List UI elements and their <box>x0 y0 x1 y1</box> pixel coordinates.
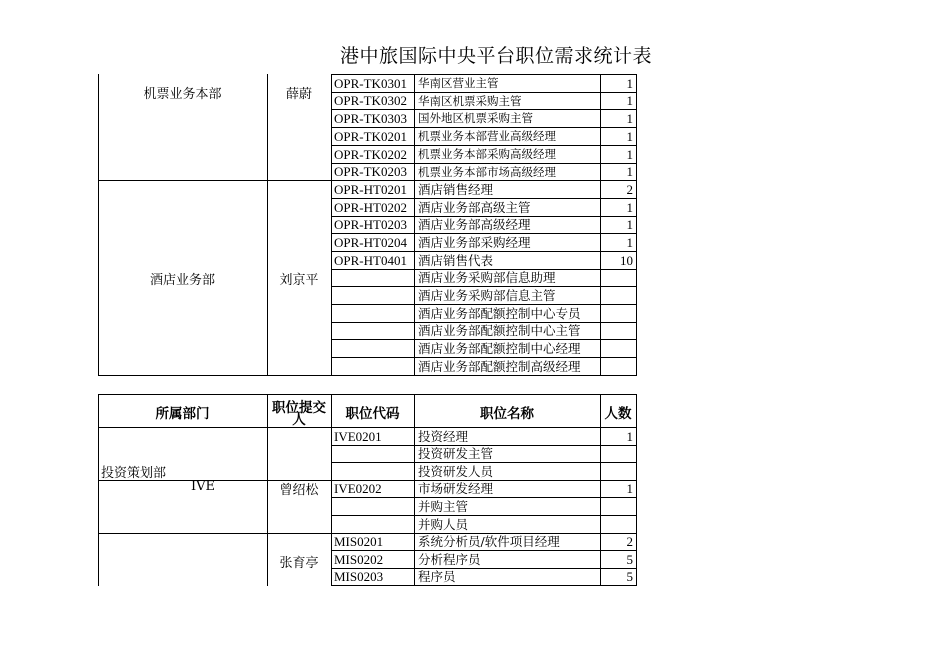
headcount-cell: 1 <box>626 429 633 444</box>
job-name-cell: 投资研发主管 <box>418 446 494 461</box>
job-name-cell: 酒店业务部配额控制高级经理 <box>418 359 581 374</box>
headcount-cell: 10 <box>620 253 633 268</box>
job-name-cell: 并购主管 <box>418 499 469 514</box>
job-code-cell <box>332 323 414 339</box>
job-code-cell <box>332 305 414 322</box>
job-name-cell: 酒店业务部高级主管 <box>418 200 531 215</box>
grid-line <box>331 585 637 586</box>
grid-line <box>267 394 268 586</box>
job-code-cell <box>332 463 414 480</box>
job-code-cell <box>332 516 414 533</box>
job-code-cell: OPR-HT0201 <box>334 182 407 197</box>
grid-line <box>600 74 601 376</box>
job-code-cell: IVE0202 <box>334 481 382 496</box>
job-name-cell: 酒店业务采购部信息主管 <box>418 288 556 303</box>
header-job-name: 职位名称 <box>480 405 534 422</box>
job-name-cell: 酒店销售经理 <box>418 182 494 197</box>
job-code-cell: MIS0202 <box>334 552 384 567</box>
job-name-cell: 分析程序员 <box>418 552 481 567</box>
grid-line <box>98 375 332 376</box>
grid-line <box>331 375 637 376</box>
job-name-cell: 投资经理 <box>418 429 469 444</box>
job-name-cell: 酒店销售代表 <box>418 253 494 268</box>
header-department: 所属部门 <box>155 405 210 422</box>
department-cell: 酒店业务部 <box>149 272 215 288</box>
job-code-cell: IVE0201 <box>334 429 382 444</box>
grid-line <box>98 394 637 395</box>
department-code-cell: IVE <box>191 479 216 494</box>
headcount-cell: 1 <box>626 147 633 162</box>
job-name-cell: 投资研发人员 <box>418 464 494 479</box>
job-name-cell: 酒店业务部配额控制中心经理 <box>418 341 581 356</box>
headcount-cell: 2 <box>626 182 633 197</box>
headcount-cell: 1 <box>626 129 633 144</box>
headcount-cell: 1 <box>626 217 633 232</box>
job-name-cell: 华南区营业主管 <box>418 76 499 90</box>
grid-line <box>331 74 332 376</box>
job-name-cell: 酒店业务采购部信息助理 <box>418 270 556 285</box>
grid-line <box>98 533 332 534</box>
job-name-cell: 并购人员 <box>418 517 469 532</box>
headcount-cell: 2 <box>626 534 633 549</box>
job-name-cell: 市场研发经理 <box>418 481 494 496</box>
headcount-cell <box>601 323 636 339</box>
headcount-cell: 5 <box>626 569 633 584</box>
department-cell: 投资策划部 <box>101 466 167 481</box>
job-name-cell: 机票业务本部营业高级经理 <box>418 129 556 143</box>
headcount-cell <box>601 358 636 375</box>
grid-line <box>414 394 415 586</box>
job-code-cell: OPR-HT0204 <box>334 235 407 250</box>
headcount-cell <box>601 446 636 462</box>
job-name-cell: 机票业务本部市场高级经理 <box>418 165 556 179</box>
grid-line <box>636 394 637 586</box>
job-name-cell: 系统分析员/软件项目经理 <box>418 534 560 549</box>
job-name-cell: 机票业务本部采购高级经理 <box>418 147 556 161</box>
department-cell: 机票业务本部 <box>143 87 222 102</box>
grid-line <box>98 180 332 181</box>
job-name-cell: 国外地区机票采购主管 <box>418 111 533 125</box>
headcount-cell <box>601 340 636 357</box>
headcount-cell <box>601 463 636 480</box>
job-name-cell: 酒店业务部高级经理 <box>418 217 531 232</box>
headcount-cell <box>601 287 636 304</box>
headcount-cell: 1 <box>626 93 633 108</box>
grid-line <box>267 74 268 376</box>
headcount-cell <box>601 270 636 286</box>
job-name-cell: 酒店业务部配额控制中心专员 <box>418 306 581 321</box>
job-code-cell <box>332 446 414 462</box>
submitter-cell: 曾绍松 <box>279 483 319 498</box>
job-name-cell: 华南区机票采购主管 <box>418 94 522 108</box>
headcount-cell <box>601 305 636 322</box>
grid-line <box>331 394 332 586</box>
job-name-cell: 酒店业务部采购经理 <box>418 235 531 250</box>
job-code-cell: OPR-TK0201 <box>334 129 407 144</box>
submitter-cell: 张育亭 <box>279 556 319 571</box>
job-code-cell: OPR-HT0401 <box>334 253 407 268</box>
headcount-cell: 1 <box>626 235 633 250</box>
job-code-cell <box>332 270 414 286</box>
headcount-cell: 1 <box>626 76 633 91</box>
header-headcount: 人数 <box>604 405 632 422</box>
page-title: 港中旅国际中央平台职位需求统计表 <box>340 45 653 67</box>
header-submitter-line2: 人 <box>292 412 306 428</box>
headcount-cell: 1 <box>626 481 633 496</box>
grid-line <box>414 74 415 376</box>
job-code-cell <box>332 340 414 357</box>
grid-line <box>98 74 99 376</box>
job-code-cell: OPR-TK0202 <box>334 147 407 162</box>
job-code-cell: OPR-TK0303 <box>334 111 407 126</box>
headcount-cell <box>601 498 636 515</box>
job-code-cell <box>332 498 414 515</box>
job-code-cell <box>332 358 414 375</box>
job-code-cell: OPR-HT0203 <box>334 217 407 232</box>
job-name-cell: 程序员 <box>418 569 456 584</box>
headcount-cell: 1 <box>626 200 633 215</box>
header-submitter: 职位提交 <box>272 400 326 416</box>
headcount-cell: 1 <box>626 164 633 179</box>
job-code-cell: MIS0203 <box>334 569 384 584</box>
grid-line <box>98 394 99 586</box>
job-code-cell: OPR-TK0302 <box>334 93 407 108</box>
headcount-cell: 5 <box>626 552 633 567</box>
job-code-cell: OPR-TK0203 <box>334 164 407 179</box>
grid-line <box>636 74 637 376</box>
submitter-cell: 刘京平 <box>279 272 319 288</box>
job-code-cell: MIS0201 <box>334 534 384 549</box>
job-code-cell: OPR-TK0301 <box>334 76 407 91</box>
job-code-cell <box>332 287 414 304</box>
headcount-cell <box>601 516 636 533</box>
grid-line <box>600 394 601 586</box>
header-job-code: 职位代码 <box>345 405 400 422</box>
job-name-cell: 酒店业务部配额控制中心主管 <box>418 323 581 338</box>
headcount-cell: 1 <box>626 111 633 126</box>
submitter-cell: 薛蔚 <box>285 87 312 102</box>
job-code-cell: OPR-HT0202 <box>334 200 407 215</box>
